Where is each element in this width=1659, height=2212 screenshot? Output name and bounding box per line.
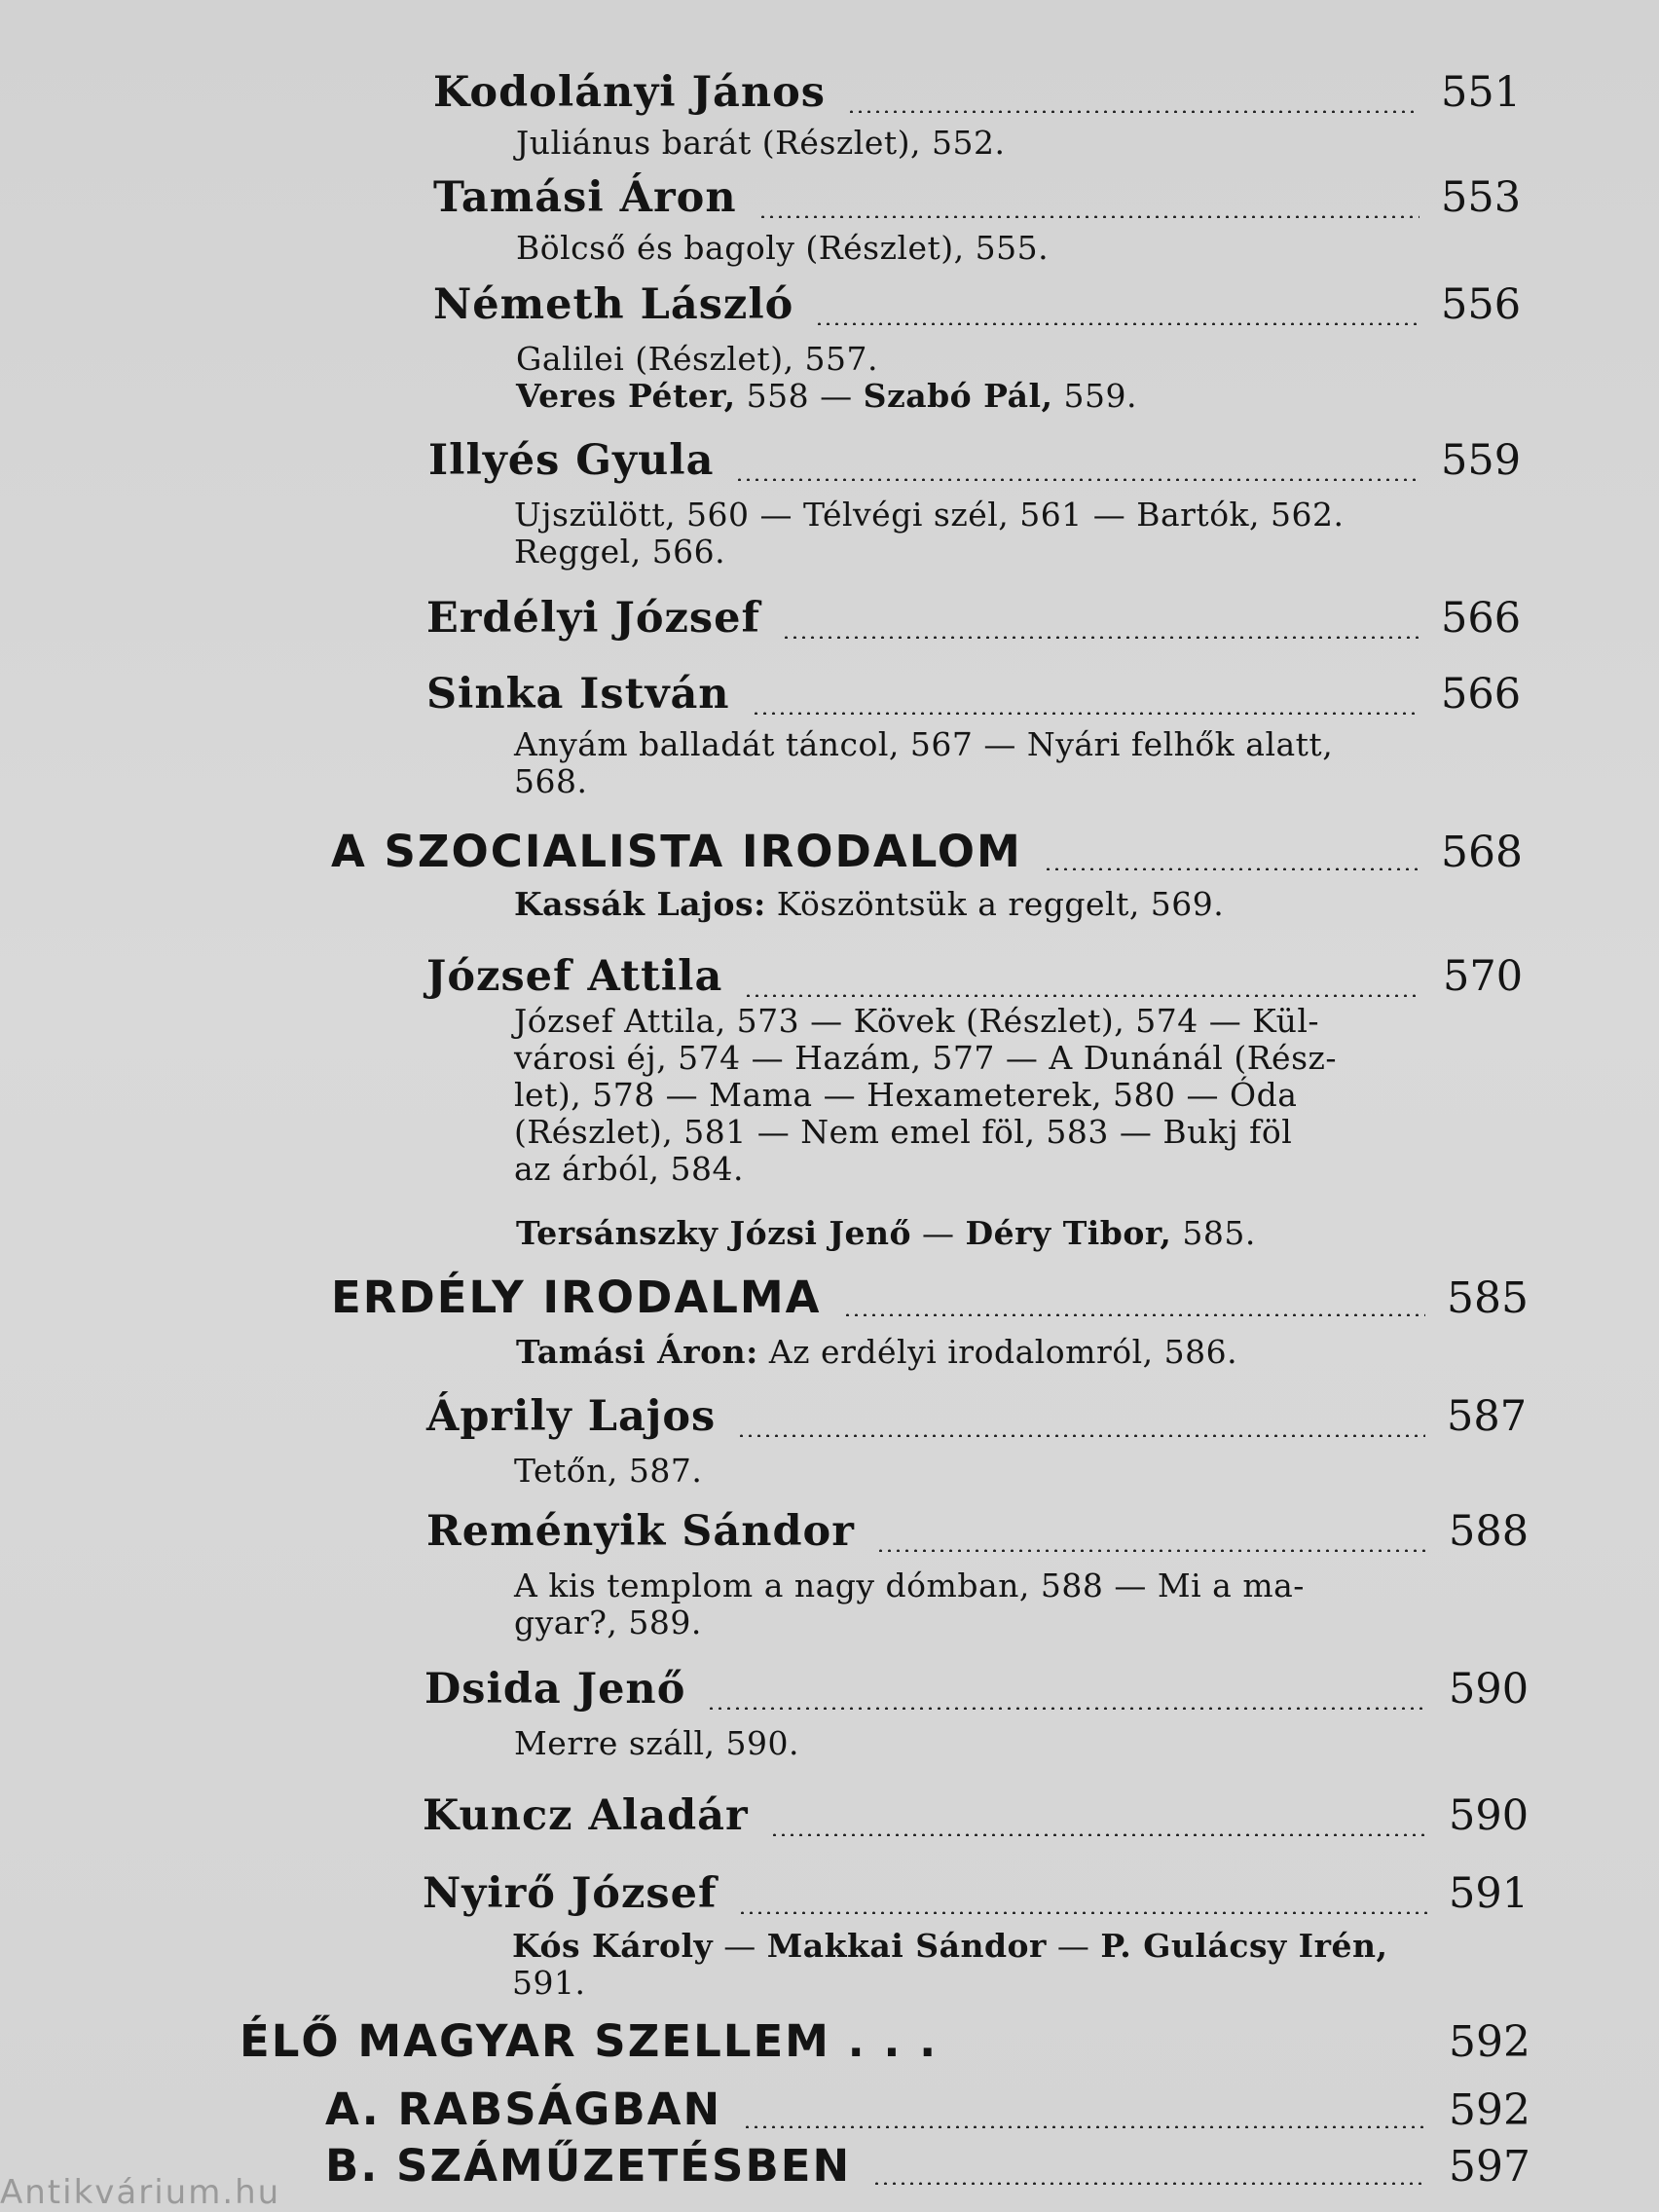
works-list [514, 497, 1400, 571]
works-line: Ujszülött, 560 — Télvégi szél, 561 — Bartók, 562. [514, 496, 1345, 534]
page-number: 590 [1449, 1791, 1530, 1840]
toc-entry [426, 670, 1522, 728]
toc-entry [426, 1392, 1528, 1451]
page-number: 591 [1449, 1869, 1530, 1918]
author-name: József Attila [426, 952, 723, 1001]
works-line: 591. [512, 1964, 586, 2002]
leader-dots [872, 2182, 1427, 2185]
toc-entry [424, 1665, 1530, 1723]
toc-section [331, 1272, 1529, 1330]
works-line: A kis templom a nagy dómban, 588 — Mi a ma- [514, 1567, 1305, 1604]
leader-dots [1044, 867, 1419, 870]
toc-entry [433, 68, 1522, 127]
works-line: 568. [514, 762, 588, 800]
works-list: Tersánszky Józsi Jenő — Déry Tibor, 585. [516, 1214, 1256, 1252]
section-title: B. SZÁMŰZETÉSBEN [325, 2140, 852, 2192]
works-list: Kassák Lajos: Köszöntsük a reggelt, 569. [514, 885, 1225, 923]
page-number: 553 [1441, 173, 1522, 222]
page-number: 597 [1449, 2142, 1530, 2192]
leader-dots [758, 215, 1419, 218]
author-name: Erdélyi József [426, 594, 760, 643]
leader-dots [847, 110, 1419, 113]
section-title: A SZOCIALISTA IRODALOM [331, 826, 1022, 877]
toc-entry [426, 1507, 1530, 1566]
leader-dots [876, 1549, 1427, 1552]
works-line: gyar?, 589. [514, 1604, 702, 1641]
section-title: ERDÉLY IRODALMA [331, 1272, 822, 1323]
page-number: 551 [1441, 68, 1522, 117]
author-name: Nyirő József [423, 1869, 718, 1918]
page-number: 592 [1449, 2017, 1530, 2067]
page-number: 570 [1443, 952, 1524, 1001]
toc-entry [426, 594, 1522, 652]
works-list: Tetőn, 587. [514, 1452, 703, 1490]
works-line: az árból, 584. [514, 1150, 745, 1188]
toc-entry [423, 1869, 1530, 1928]
toc-entry [423, 1791, 1530, 1850]
works-line: József Attila, 573 — Kövek (Részlet), 574 — Kül- [514, 1002, 1320, 1040]
author-name: Sinka István [426, 670, 730, 719]
works-list [516, 341, 1392, 415]
leader-dots [752, 712, 1419, 715]
page-number: 585 [1447, 1273, 1529, 1323]
works-list: Merre száll, 590. [514, 1724, 799, 1762]
watermark: Antikvárium.hu [0, 2173, 281, 2212]
author-name: Reményik Sándor [426, 1507, 855, 1556]
page-number: 587 [1447, 1392, 1528, 1441]
toc-entry [433, 280, 1522, 339]
toc-entry [428, 436, 1522, 495]
leader-dots [843, 1313, 1425, 1316]
author-name: Illyés Gyula [428, 436, 715, 485]
leader-dots [707, 1707, 1427, 1710]
works-line: (Részlet), 581 — Nem emel föl, 583 — Bukj föl [514, 1113, 1293, 1151]
works-list: Juliánus barát (Részlet), 552. [516, 124, 1006, 162]
works-line: let), 578 — Mama — Hexameterek, 580 — Óda [514, 1076, 1298, 1114]
author-name: Kuncz Aladár [423, 1791, 749, 1840]
works-list [514, 1567, 1408, 1641]
leader-dots [770, 1833, 1427, 1836]
page-number: 559 [1441, 436, 1522, 485]
author-name: Németh László [433, 280, 794, 329]
works-line: Reggel, 566. [514, 533, 726, 571]
works-list [512, 1928, 1413, 2002]
leader-dots [735, 478, 1419, 481]
toc-section [325, 2140, 1530, 2198]
page-number: 568 [1441, 828, 1523, 877]
works-line: Anyám balladát táncol, 567 — Nyári felhők alatt, [514, 725, 1334, 763]
page-number: 588 [1449, 1507, 1530, 1556]
works-list: Bölcső és bagoly (Részlet), 555. [516, 229, 1050, 267]
leader-dots [815, 322, 1419, 325]
author-name: Dsida Jenő [424, 1665, 686, 1714]
page-number: 566 [1441, 594, 1522, 643]
page-number: 592 [1449, 2085, 1530, 2135]
leader-dots [782, 636, 1419, 639]
toc-section [240, 2015, 1530, 2074]
leader-dots [744, 994, 1421, 997]
works-line: Galilei (Részlet), 557. [516, 340, 879, 378]
author-name: Tamási Áron [433, 173, 737, 222]
author-name: Kodolányi János [433, 68, 826, 117]
leader-dots [737, 1434, 1425, 1437]
works-line: Veres Péter, 558 — Szabó Pál, 559. [516, 377, 1137, 415]
works-list [514, 1003, 1405, 1188]
leader-dots [738, 1911, 1427, 1914]
section-title: ÉLŐ MAGYAR SZELLEM . . . [240, 2015, 939, 2067]
author-name: Áprily Lajos [426, 1392, 717, 1441]
works-line: városi éj, 574 — Hazám, 577 — A Dunánál (Rész- [514, 1039, 1338, 1077]
page-number: 566 [1441, 670, 1522, 719]
works-list [514, 726, 1400, 800]
page-number: 556 [1441, 280, 1522, 329]
section-title: A. RABSÁGBAN [325, 2083, 722, 2135]
toc-section [331, 826, 1523, 884]
toc-section [325, 2083, 1530, 2142]
leader-dots [743, 2125, 1427, 2128]
works-line: Kós Károly — Makkai Sándor — P. Gulácsy Irén, [512, 1927, 1388, 1965]
works-list: Tamási Áron: Az erdélyi irodalomról, 586. [516, 1333, 1238, 1371]
toc-entry [433, 173, 1522, 232]
page-number: 590 [1449, 1665, 1530, 1714]
